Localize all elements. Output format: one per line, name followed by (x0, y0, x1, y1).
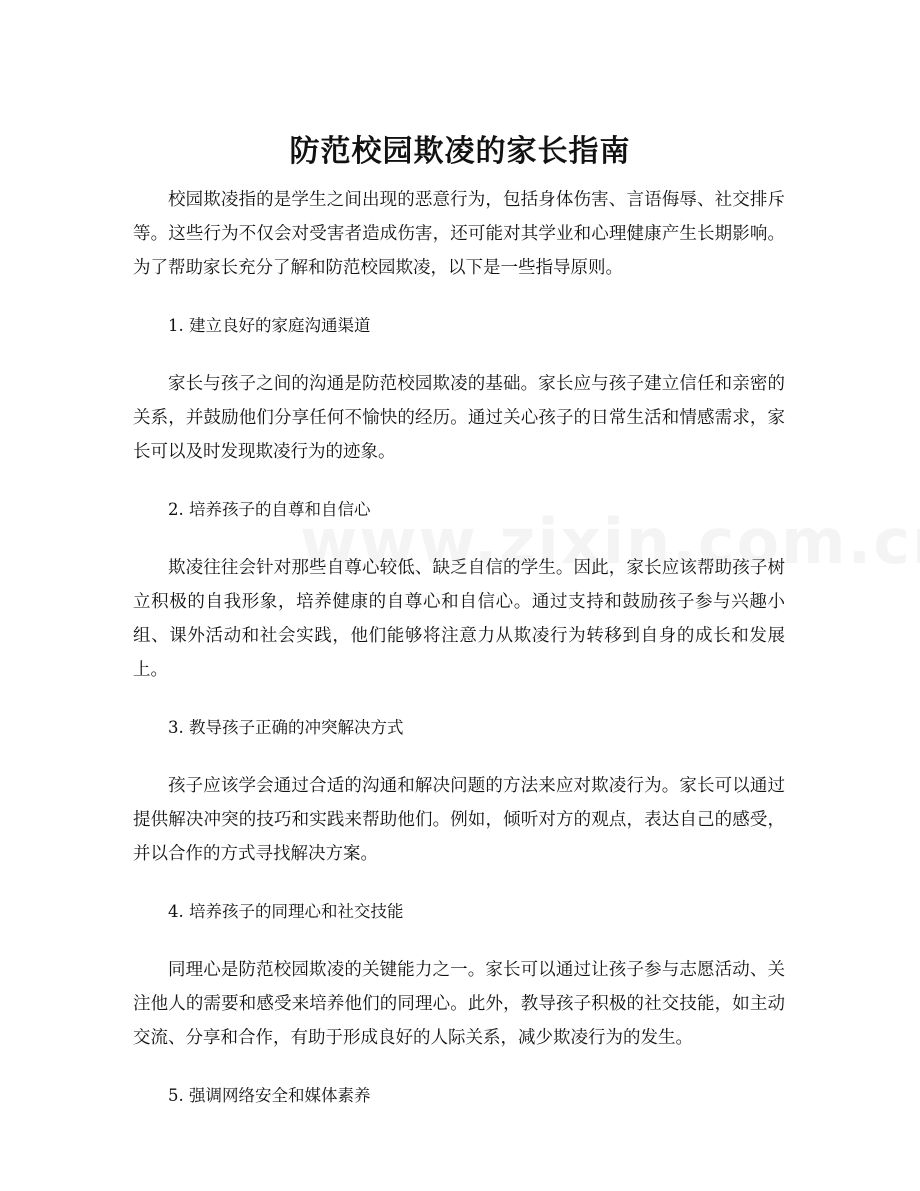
section-heading-4: 4. 培养孩子的同理心和社交技能 (168, 902, 404, 921)
section-body-2: 欺凌往往会针对那些自尊心较低、缺乏自信的学生。因此，家长应该帮助孩子树立积极的自我形象，培养健康的自尊心和自信心。通过支持和鼓励孩子参与兴趣小组、课外活动和社会实践，他们能够将注意力从欺凌行为转移到自身的成长和发展上。 (133, 558, 785, 680)
intro-paragraph: 校园欺凌指的是学生之间出现的恶意行为，包括身体伤害、言语侮辱、社交排斥等。这些行为不仅会对受害者造成伤害，还可能对其学业和心理健康产生长期影响。为了帮助家长充分了解和防范校园欺凌，以下是一些指导原则。 (133, 190, 785, 278)
page-title: 防范校园欺凌的家长指南 (289, 134, 631, 170)
section-heading-3: 3. 教导孩子正确的冲突解决方式 (168, 718, 404, 737)
section-heading-2: 2. 培养孩子的自尊和自信心 (168, 500, 371, 519)
section-heading-1: 1. 建立良好的家庭沟通渠道 (168, 316, 371, 335)
document-body (133, 183, 785, 1137)
section-body-1: 家长与孩子之间的沟通是防范校园欺凌的基础。家长应与孩子建立信任和亲密的关系，并鼓励他们分享任何不愉快的经历。通过关心孩子的日常生活和情感需求，家长可以及时发现欺凌行为的迹象。 (133, 374, 785, 462)
section-body-4: 同理心是防范校园欺凌的关键能力之一。家长可以通过让孩子参与志愿活动、关注他人的需要和感受来培养他们的同理心。此外，教导孩子积极的社交技能，如主动交流、分享和合作，有助于形成良好的人际关系，减少欺凌行为的发生。 (133, 960, 785, 1048)
section-body-3: 孩子应该学会通过合适的沟通和解决问题的方法来应对欺凌行为。家长可以通过提供解决冲突的技巧和实践来帮助他们。例如，倾听对方的观点，表达自己的感受，并以合作的方式寻找解决方案。 (133, 776, 785, 864)
section-heading-5: 5. 强调网络安全和媒体素养 (168, 1086, 371, 1105)
